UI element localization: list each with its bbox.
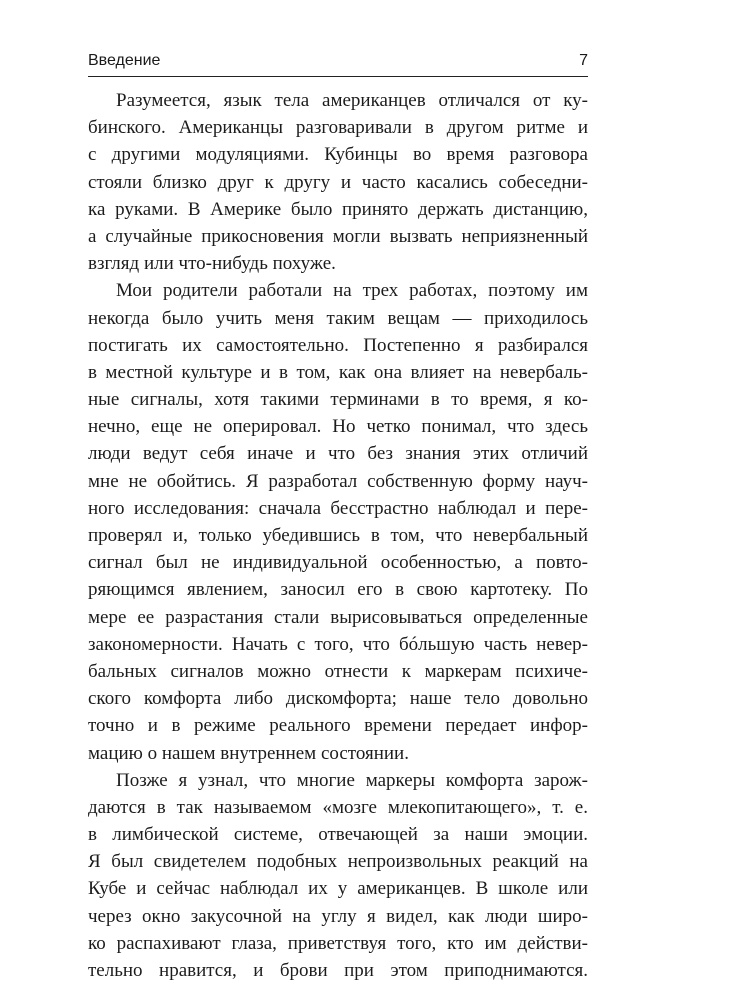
text-line: некогда было учить меня таким вещам — приходилось (88, 307, 588, 329)
paragraph-1 (88, 87, 588, 277)
section-title: Введение (88, 52, 161, 69)
text-line: ко распахивают глаза, приветствуя того, кто им действи- (88, 932, 588, 954)
text-line: люди ведут себя иначе и что без знания этих отличий (88, 443, 588, 465)
running-head (88, 50, 588, 74)
text-line: бинского. Американцы разговаривали в другом ритме и (88, 117, 588, 139)
text-line: Мои родители работали на трех работах, поэтому им (116, 280, 588, 302)
text-line: Я был свидетелем подобных непроизвольных реакций на (88, 851, 588, 873)
text-line: в лимбической системе, отвечающей за наши эмоции. (88, 824, 588, 846)
text-line: сигнал был не индивидуальной особенностью, а повто- (88, 552, 588, 574)
text-line: с другими модуляциями. Кубинцы во время разговора (88, 144, 588, 166)
text-line: тельно нравится, и брови при этом приподнимаются. (88, 960, 588, 981)
text-line: бальных сигналов можно отнести к маркерам психиче- (88, 660, 588, 682)
paragraph-2 (88, 277, 588, 766)
text-line: мацию о нашем внутреннем состоянии. (88, 742, 409, 764)
text-line: Кубе и сейчас наблюдал их у американцев. В школе или (88, 878, 588, 900)
text-line: проверял и, только убедившись в том, что невербальный (88, 525, 588, 546)
text-line: закономерности. Начать с того, что бóльшую часть невер- (88, 633, 588, 655)
text-line: в местной культуре и в том, как она влияет на невербаль- (88, 361, 588, 383)
text-line: нечно, еще не оперировал. Но четко понимал, что здесь (88, 416, 588, 438)
text-line: ского комфорта либо дискомфорта; наше тело довольно (88, 688, 588, 710)
text-line: стояли близко друг к другу и часто касались собеседни- (88, 171, 588, 193)
text-line: Позже я узнал, что многие маркеры комфорта зарож- (116, 769, 588, 791)
text-line: ного исследования: сначала бесстрастно наблюдал и пере- (88, 497, 588, 519)
text-line: ка руками. В Америке было принято держать дистанцию, (88, 198, 588, 220)
text-line: через окно закусочной на углу я видел, как люди широ- (88, 905, 588, 927)
page-number: 7 (579, 52, 588, 69)
text-line: даются в так называемом «мозге млекопитающего», т. е. (88, 796, 588, 818)
text-line: ные сигналы, хотя такими терминами в то время, я ко- (88, 389, 588, 411)
text-line: а случайные прикосновения могли вызвать неприязненный (88, 225, 588, 247)
text-line: Разумеется, язык тела американцев отличался от ку- (116, 90, 588, 111)
text-line: ряющимся явлением, заносил его в свою картотеку. По (88, 579, 588, 601)
paragraph-3 (88, 767, 588, 985)
text-line: мне не обойтись. Я разработал собственную форму науч- (88, 470, 588, 492)
text-line: мере ее разрастания стали вырисовываться определенные (88, 606, 588, 628)
body-text (88, 87, 588, 984)
text-line: точно и в режиме реального времени передает инфор- (88, 715, 588, 737)
text-line: взгляд или что-нибудь похуже. (88, 253, 336, 275)
header-rule (88, 76, 588, 77)
text-line: постигать их самостоятельно. Постепенно я разбирался (88, 334, 588, 356)
